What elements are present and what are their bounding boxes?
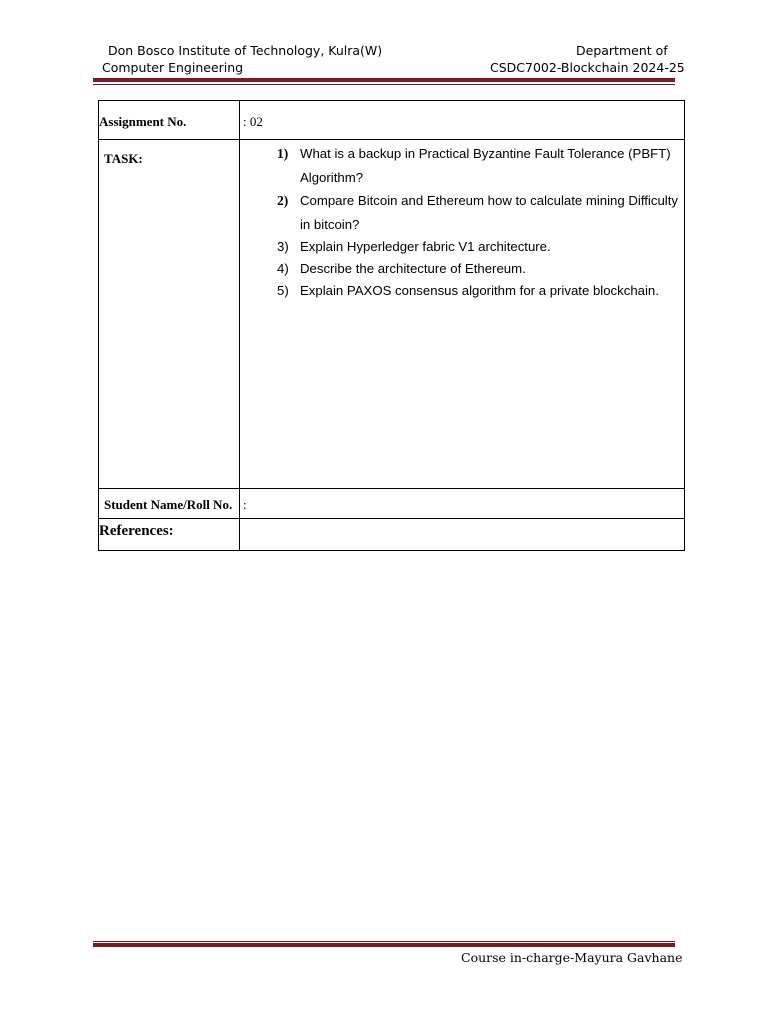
task-item-number: 2) <box>277 193 289 208</box>
task-item-number: 3) <box>277 239 289 254</box>
references-value <box>240 519 685 551</box>
assignment-value: : 02 <box>243 113 263 129</box>
task-item-text: Describe the architecture of Ethereum. <box>300 261 526 276</box>
task-item-number: 5) <box>277 283 289 298</box>
assignment-table <box>98 100 685 551</box>
task-label: TASK: <box>104 151 143 166</box>
references-row <box>99 519 685 551</box>
task-item <box>277 236 680 258</box>
task-item-text: Compare Bitcoin and Ethereum how to calculate mining Difficulty in bitcoin? <box>300 193 678 232</box>
task-row <box>99 140 685 489</box>
header-course-code: CSDC7002-Blockchain 2024-25 <box>490 60 685 75</box>
header-institute: Don Bosco Institute of Technology, Kulra(W) <box>108 43 383 58</box>
references-label: References: <box>99 523 174 539</box>
task-item <box>277 142 680 189</box>
header-rule <box>93 78 675 82</box>
task-item-number: 4) <box>277 261 289 276</box>
task-item-text: Explain PAXOS consensus algorithm for a private blockchain. <box>300 283 659 298</box>
assignment-row <box>99 101 685 140</box>
task-item <box>277 280 680 302</box>
footer-course-incharge: Course in-charge-Mayura Gavhane <box>461 950 683 965</box>
task-item <box>277 189 680 236</box>
footer-rule-thin <box>93 941 675 942</box>
task-item <box>277 258 680 280</box>
task-list <box>277 142 680 302</box>
student-value: : <box>243 497 247 512</box>
footer-rule <box>93 943 675 947</box>
header-department-label: Department of <box>576 43 668 58</box>
student-label: Student Name/Roll No. <box>104 497 233 512</box>
student-row <box>99 489 685 519</box>
header-department-name: Computer Engineering <box>102 60 244 75</box>
assignment-label: Assignment No. <box>99 113 187 129</box>
task-item-number: 1) <box>277 146 289 161</box>
task-item-text: What is a backup in Practical Byzantine Fault Tolerance (PBFT) Algorithm? <box>300 146 671 185</box>
task-item-text: Explain Hyperledger fabric V1 architecture. <box>300 239 551 254</box>
header-rule-thin <box>93 84 675 85</box>
